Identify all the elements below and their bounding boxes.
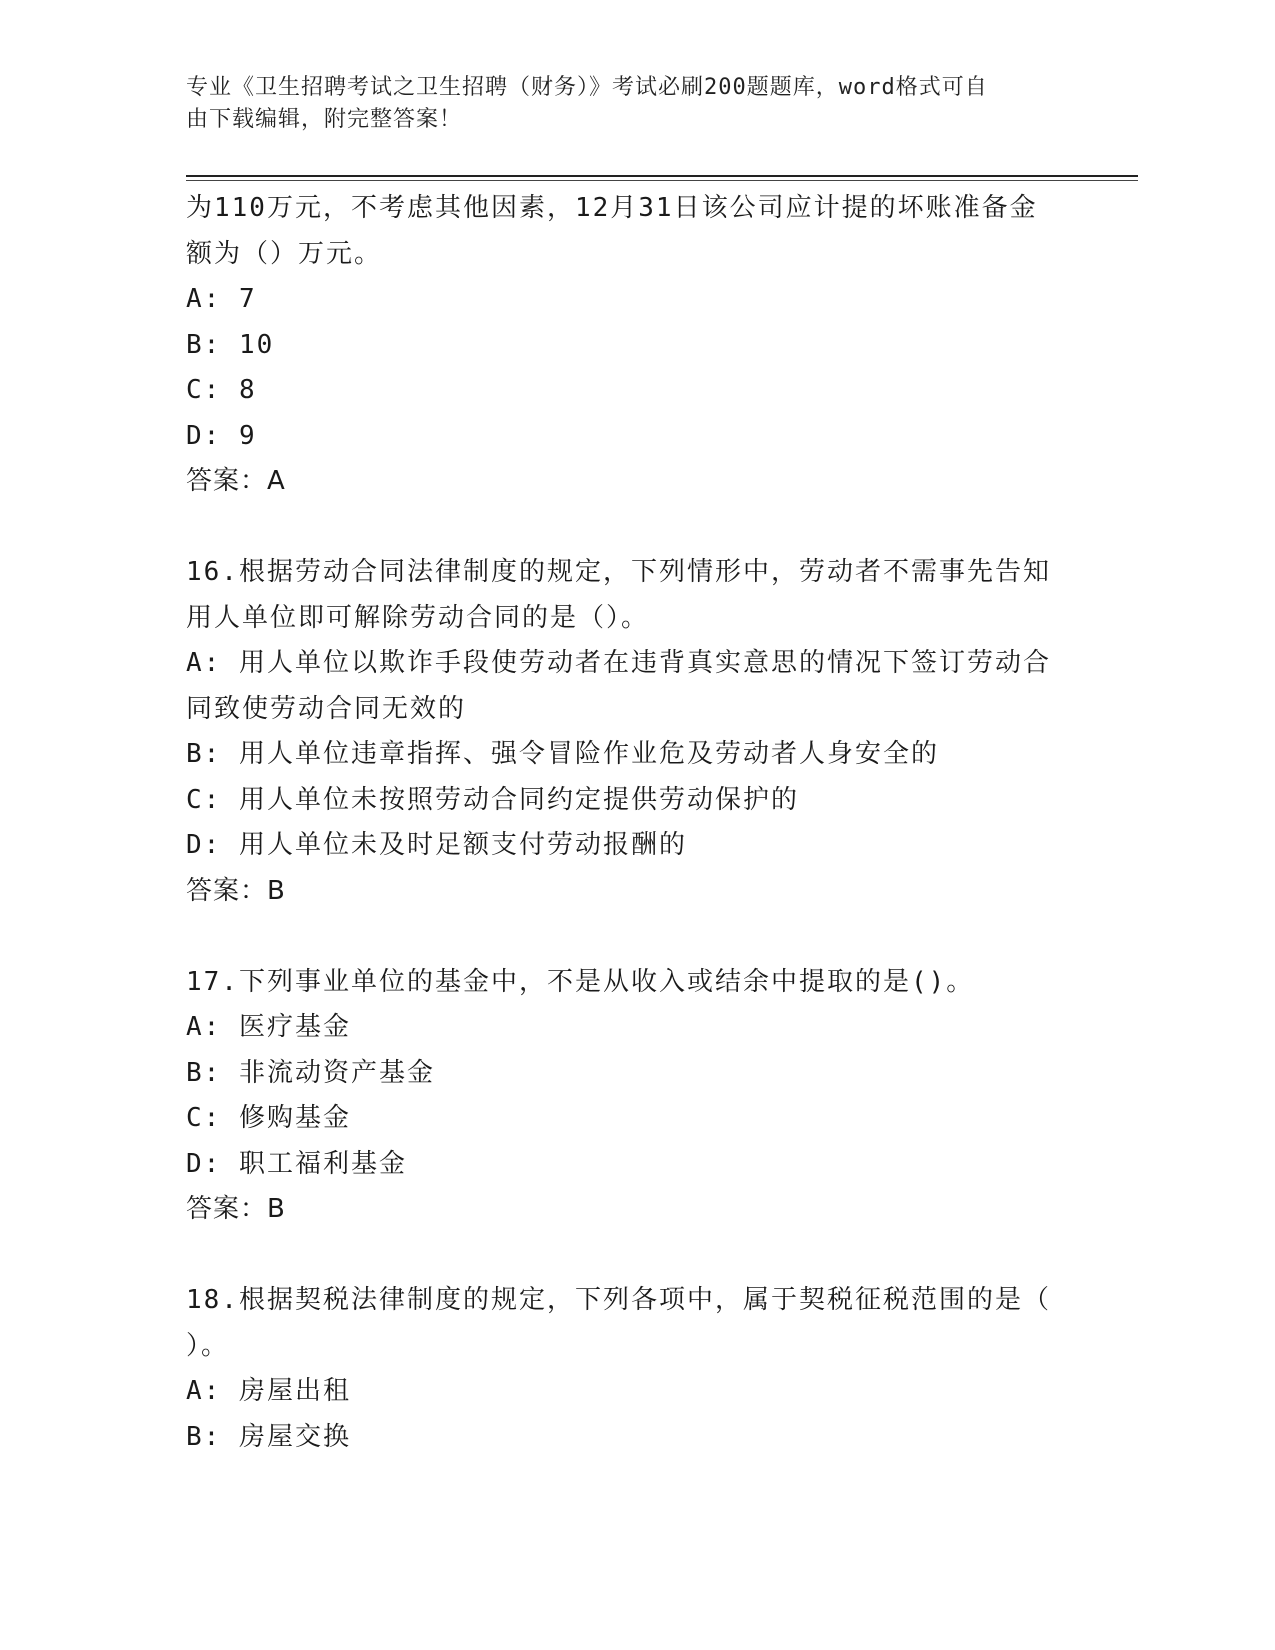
question-18 — [186, 1278, 1086, 1460]
question-stem-line: 用人单位即可解除劳动合同的是（）。 — [186, 602, 650, 633]
question-stem-line: 额为（）万元。 — [186, 238, 383, 269]
header-divider-thin — [186, 180, 1138, 181]
answer-line: 答案：A — [186, 466, 286, 496]
spacer — [186, 914, 1086, 960]
header-line-1: 专业《卫生招聘考试之卫生招聘（财务）》考试必刷200题题库，word格式可自 — [186, 75, 988, 100]
question-stem-line: 16.根据劳动合同法律制度的规定，下列情形中，劳动者不需事先告知 — [186, 557, 1051, 587]
header-line-2: 由下载编辑，附完整答案！ — [186, 107, 463, 132]
option-a: A: 用人单位以欺诈手段使劳动者在违背真实意思的情况下签订劳动合 — [186, 648, 1051, 678]
spacer — [186, 505, 1086, 551]
option-b: B: 房屋交换 — [186, 1421, 351, 1452]
option-b: B: 非流动资产基金 — [186, 1057, 435, 1088]
question-17 — [186, 960, 1086, 1233]
spacer — [186, 1233, 1086, 1279]
question-stem-line: ）。 — [186, 1330, 230, 1361]
option-a-continued: 同致使劳动合同无效的 — [186, 693, 467, 724]
option-d: D: 用人单位未及时足额支付劳动报酬的 — [186, 830, 687, 860]
question-content — [186, 186, 1086, 1460]
question-16 — [186, 550, 1086, 914]
option-c: C: 用人单位未按照劳动合同约定提供劳动保护的 — [186, 784, 799, 815]
option-a: A: 房屋出租 — [186, 1376, 351, 1406]
option-b: B: 10 — [186, 329, 275, 360]
answer-line: 答案：B — [186, 1194, 286, 1224]
option-a: A: 7 — [186, 284, 257, 314]
option-c: C: 8 — [186, 375, 257, 405]
option-b: B: 用人单位违章指挥、强令冒险作业危及劳动者人身安全的 — [186, 739, 939, 769]
question-15 — [186, 186, 1086, 505]
answer-line: 答案：B — [186, 875, 286, 906]
document-header — [186, 72, 1066, 136]
option-d: D: 职工福利基金 — [186, 1148, 407, 1179]
question-stem-line: 为110万元，不考虑其他因素，12月31日该公司应计提的坏账准备金 — [186, 193, 1038, 223]
header-divider-thick — [186, 175, 1138, 177]
question-stem-line: 18.根据契税法律制度的规定，下列各项中，属于契税征税范围的是（ — [186, 1285, 1051, 1315]
option-a: A: 医疗基金 — [186, 1012, 351, 1042]
option-d: D: 9 — [186, 420, 257, 451]
question-stem-line: 17.下列事业单位的基金中，不是从收入或结余中提取的是()。 — [186, 966, 975, 997]
option-c: C: 修购基金 — [186, 1103, 351, 1133]
